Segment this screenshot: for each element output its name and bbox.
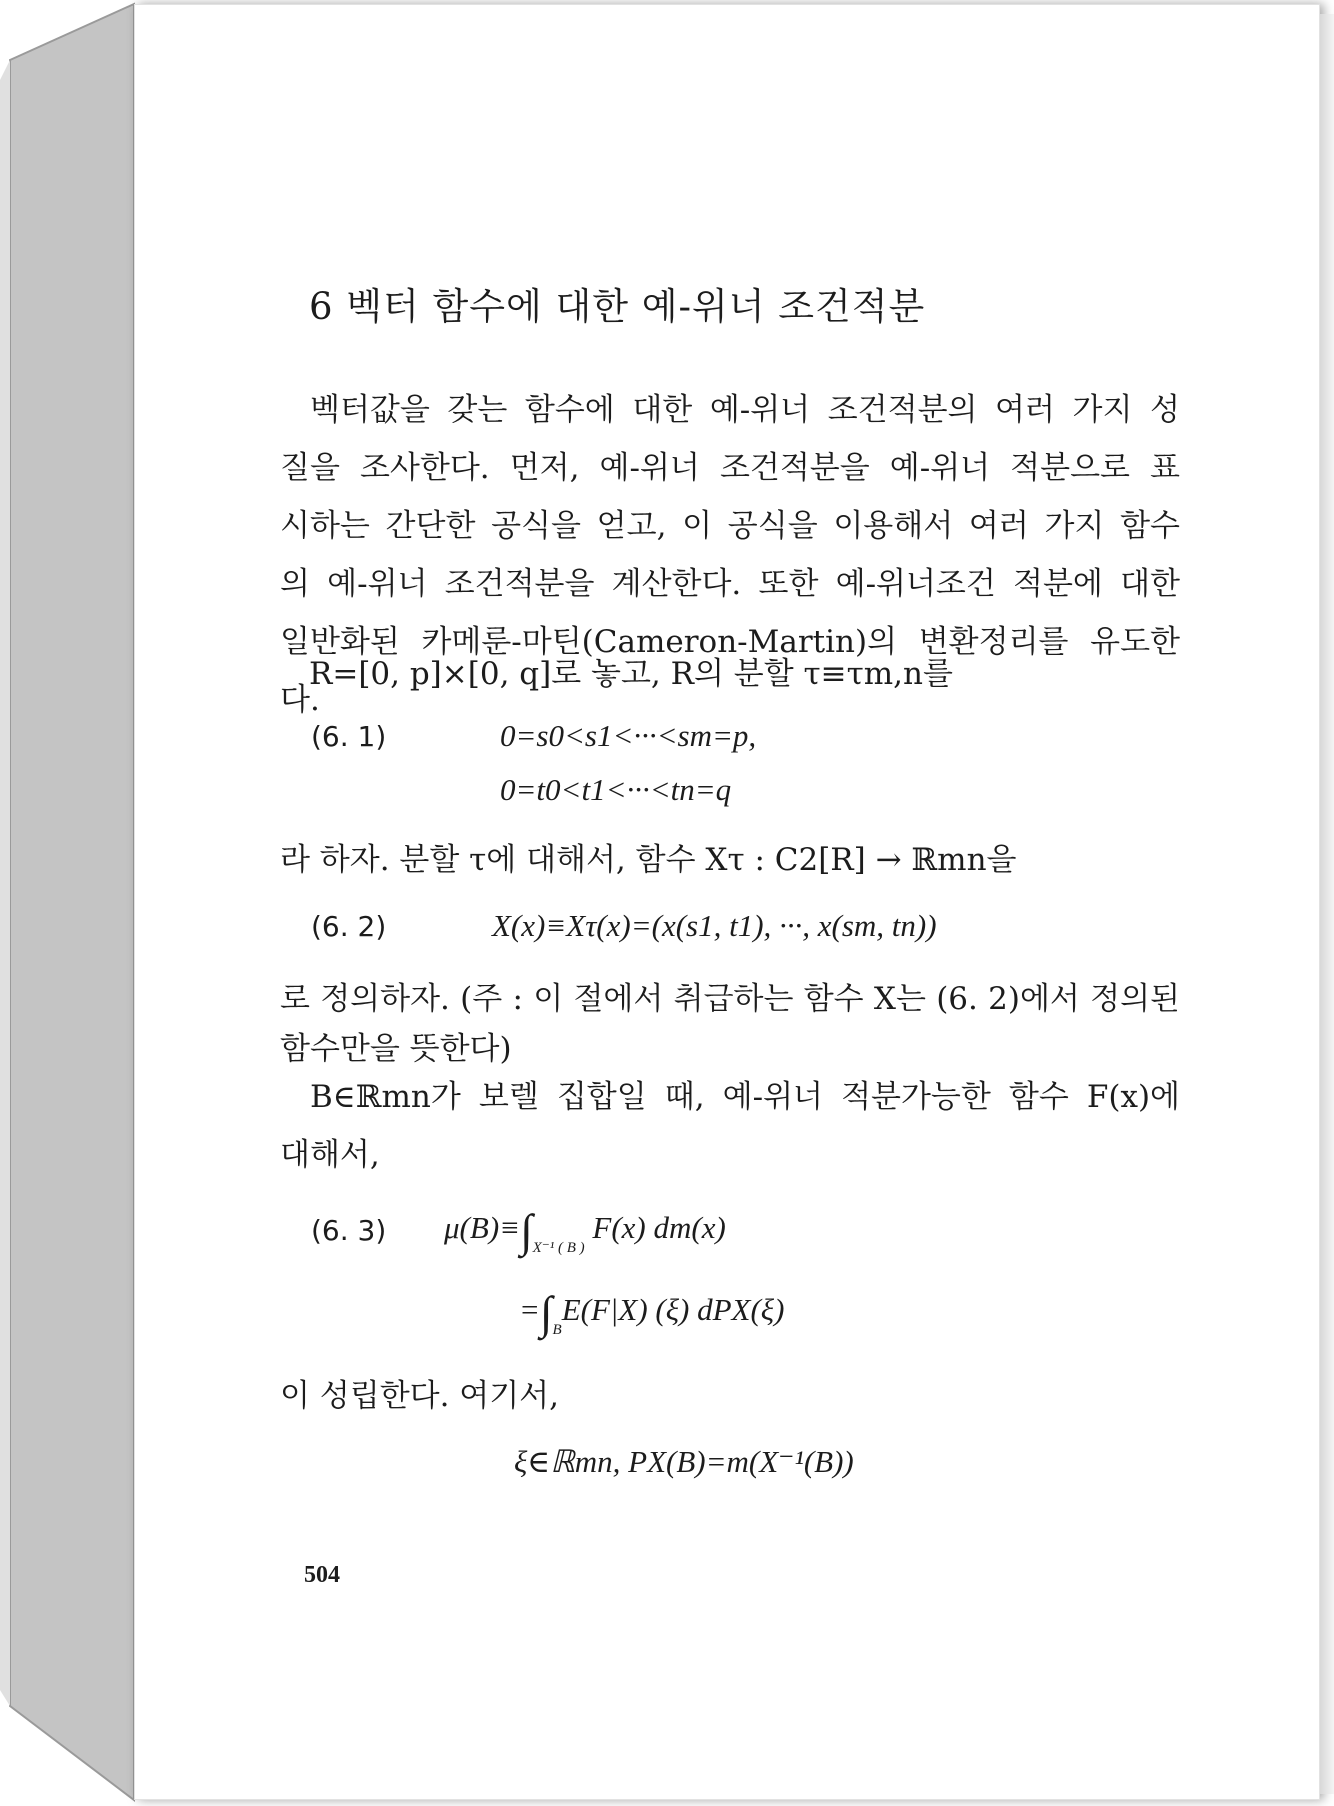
equation-6-3-equals: =	[519, 1292, 540, 1327]
borel-paragraph	[280, 1068, 1180, 1184]
equation-6-3-integrand-2: E(F|X) (ξ) dPX(ξ)	[561, 1292, 785, 1327]
note-line: 함수만을 뜻한다)	[280, 1031, 512, 1067]
equation-6-1-line-1: 0=s0<s1<···<sm=p,	[500, 718, 757, 753]
setup-line: R=[0, p]×[0, q]로 놓고, R의 분할 τ≡τm,n를	[309, 656, 953, 692]
equation-6-3-lhs: μ(B)≡	[444, 1210, 521, 1245]
intro-line: 일반화된 카메룬-마틴(Cameron-Martin)의 변환정리를 유도한다.	[280, 624, 1180, 718]
intro-line: 질을 조사한다. 먼저, 예-위너 조건적분을 예-위너 적분으로 표	[280, 450, 1180, 486]
equation-label-6-1: (6. 1)	[311, 720, 387, 753]
note-paragraph	[280, 970, 1180, 1078]
equation-label-6-3: (6. 3)	[311, 1214, 387, 1247]
equation-label-6-2: (6. 2)	[311, 910, 387, 943]
final-formula: ξ∈ℝmn, PX(B)=m(X⁻¹(B))	[514, 1444, 854, 1479]
page-number: 504	[304, 1562, 340, 1588]
book-spine	[0, 0, 140, 1806]
equation-6-3-line-2	[519, 1286, 784, 1339]
holds-line: 이 성립한다. 여기서,	[280, 1378, 559, 1414]
equation-6-3-integrand: F(x) dm(x)	[592, 1210, 726, 1245]
integral-domain: B	[552, 1322, 562, 1338]
book-page	[134, 4, 1320, 1800]
intro-line: 벡터값을 갖는 함수에 대한 예-위너 조건적분의 여러 가지 성	[310, 392, 1180, 428]
equation-6-2: X(x)≡Xτ(x)=(x(s1, t1), ···, x(sm, tn))	[492, 908, 937, 943]
integral-sign: ∫	[539, 1287, 553, 1338]
note-line: 로 정의하자. (주 : 이 절에서 취급하는 함수 X는 (6. 2)에서 정의된	[280, 981, 1180, 1017]
borel-line: 대해서,	[280, 1137, 380, 1173]
section-heading: 6 벡터 함수에 대한 예-위너 조건적분	[309, 285, 926, 328]
equation-6-3-line-1	[444, 1204, 726, 1257]
integral-sign: ∫	[520, 1205, 533, 1256]
intro-line: 시하는 간단한 공식을 얻고, 이 공식을 이용해서 여러 가지 함수	[280, 508, 1180, 544]
after-equation-6-1: 라 하자. 분할 τ에 대해서, 함수 Xτ : C2[R] → ℝmn을	[280, 842, 1017, 878]
equation-6-1-line-2: 0=t0<t1<···<tn=q	[500, 772, 732, 807]
integral-domain: X⁻¹ ( B )	[532, 1240, 585, 1256]
page-edge	[1320, 14, 1334, 1794]
intro-line: 의 예-위너 조건적분을 계산한다. 또한 예-위너조건 적분에 대한	[280, 566, 1180, 602]
borel-line: B∈ℝmn가 보렐 집합일 때, 예-위너 적분가능한 함수 F(x)에	[310, 1079, 1180, 1115]
